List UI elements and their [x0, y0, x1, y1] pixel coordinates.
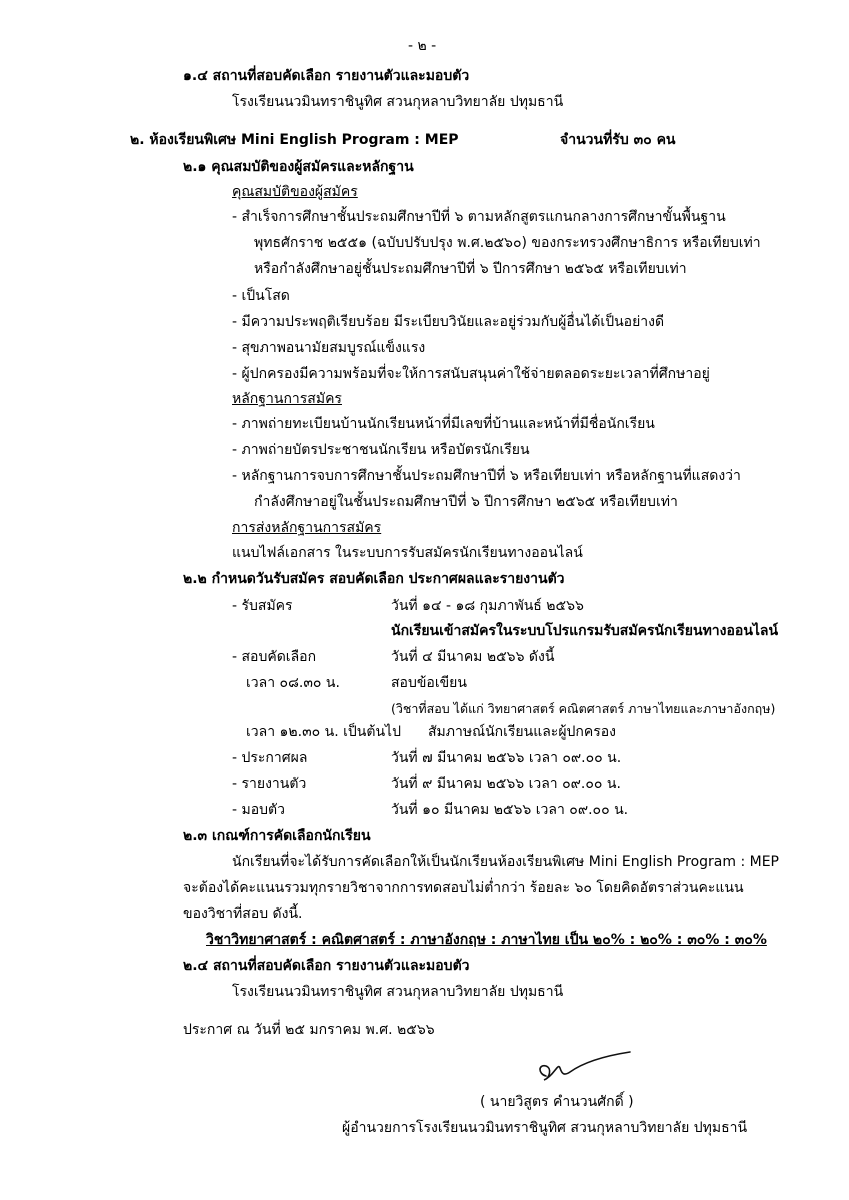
section-1-4-place: โรงเรียนนวมินทราชินูทิศ สวนกุหลาบวิทยาลัย ปทุมธานี [232, 94, 564, 110]
section-2-2-heading: ๒.๒ กำหนดวันรับสมัคร สอบคัดเลือก ประกาศผลและรายงานตัว [183, 571, 565, 587]
exam-subjects: (วิชาที่สอบ ได้แก่ วิทยาศาสตร์ คณิตศาสตร์ ภาษาไทยและภาษาอังกฤษ) [391, 701, 776, 716]
announce-date: วันที่ ๗ มีนาคม ๒๕๖๖ เวลา ๐๙.๐๐ น. [391, 750, 622, 766]
report-date: วันที่ ๙ มีนาคม ๒๕๖๖ เวลา ๐๙.๐๐ น. [391, 776, 621, 792]
exam-time-1: เวลา ๐๘.๓๐ น. [246, 675, 340, 691]
section-2-1-heading: ๒.๑ คุณสมบัติของผู้สมัครและหลักฐาน [183, 159, 414, 175]
evidence-item: - ภาพถ่ายบัตรประชาชนนักเรียน หรือบัตรนักเรียน [232, 442, 530, 458]
criteria-line: ของวิชาที่สอบ ดังนี้. [183, 906, 303, 922]
apply-note: นักเรียนเข้าสมัครในระบบโปรแกรมรับสมัครนักเรียนทางออนไลน์ [391, 623, 779, 639]
submission-title: การส่งหลักฐานการสมัคร [232, 520, 382, 536]
signer-title: ผู้อำนวยการโรงเรียนนวมินทราชินูทิศ สวนกุหลาบวิทยาลัย ปทุมธานี [342, 1120, 748, 1136]
evidence-item: - หลักฐานการจบการศึกษาชั้นประถมศึกษาปีที่ ๖ หรือเทียบเท่า หรือหลักฐานที่แสดงว่า [232, 468, 741, 484]
criteria-line: จะต้องได้คะแนนรวมทุกรายวิชาจากการทดสอบไม่ต่ำกว่า ร้อยละ ๖๐ โดยคิดอัตราส่วนคะแนน [183, 880, 744, 896]
section-2-heading: ๒. ห้องเรียนพิเศษ Mini English Program : MEP [130, 132, 459, 148]
section-2-3-heading: ๒.๓ เกณฑ์การคัดเลือกนักเรียน [183, 828, 371, 844]
qualification-title: คุณสมบัติของผู้สมัคร [232, 184, 358, 200]
interview: สัมภาษณ์นักเรียนและผู้ปกครอง [428, 724, 617, 740]
section-1-4-heading: ๑.๔ สถานที่สอบคัดเลือก รายงานตัวและมอบตัว [183, 68, 470, 84]
signature [532, 1046, 632, 1088]
qualification-item-cont: พุทธศักราช ๒๕๕๑ (ฉบับปรับปรุง พ.ศ.๒๕๖๐) ของกระทรวงศึกษาธิการ หรือเทียบเท่า [254, 235, 761, 251]
qualification-item: - มีความประพฤติเรียบร้อย มีระเบียบวินัยและอยู่ร่วมกับผู้อื่นได้เป็นอย่างดี [232, 314, 665, 330]
written-exam: สอบข้อเขียน [391, 675, 467, 691]
criteria-line: นักเรียนที่จะได้รับการคัดเลือกให้เป็นนักเรียนห้องเรียนพิเศษ Mini English Program : MEP [232, 854, 779, 870]
qualification-item: - สำเร็จการศึกษาชั้นประถมศึกษาปีที่ ๖ ตามหลักสูตรแกนกลางการศึกษาขั้นพื้นฐาน [232, 209, 726, 225]
qualification-item: - ผู้ปกครองมีความพร้อมที่จะให้การสนับสนุนค่าใช้จ่ายตลอดระยะเวลาที่ศึกษาอยู่ [232, 366, 710, 382]
apply-date: วันที่ ๑๔ - ๑๘ กุมภาพันธ์ ๒๕๖๖ [391, 598, 584, 614]
signer-name: ( นายวิสูตร คำนวนศักดิ์ ) [480, 1094, 634, 1110]
report-label: - รายงานตัว [232, 776, 307, 792]
announce-label: - ประกาศผล [232, 750, 308, 766]
submission-text: แนบไฟล์เอกสาร ในระบบการรับสมัครนักเรียนทางออนไลน์ [232, 545, 583, 561]
enroll-date: วันที่ ๑๐ มีนาคม ๒๕๖๖ เวลา ๐๙.๐๐ น. [391, 802, 629, 818]
evidence-title: หลักฐานการสมัคร [232, 391, 342, 407]
evidence-item-cont: กำลังศึกษาอยู่ในชั้นประถมศึกษาปีที่ ๖ ปีการศึกษา ๒๕๖๕ หรือเทียบเท่า [254, 494, 678, 510]
section-2-4-heading: ๒.๔ สถานที่สอบคัดเลือก รายงานตัวและมอบตัว [183, 958, 470, 974]
qualification-item-cont: หรือกำลังศึกษาอยู่ชั้นประถมศึกษาปีที่ ๖ ปีการศึกษา ๒๕๖๕ หรือเทียบเท่า [254, 261, 687, 277]
qualification-item: - เป็นโสด [232, 288, 290, 304]
section-2-quota: จำนวนที่รับ ๓๐ คน [560, 132, 676, 148]
page-number: - ๒ - [408, 38, 437, 54]
section-2-4-place: โรงเรียนนวมินทราชินูทิศ สวนกุหลาบวิทยาลัย ปทุมธานี [232, 984, 564, 1000]
apply-label: - รับสมัคร [232, 598, 293, 614]
qualification-item: - สุขภาพอนามัยสมบูรณ์แข็งแรง [232, 340, 426, 356]
evidence-item: - ภาพถ่ายทะเบียนบ้านนักเรียนหน้าที่มีเลขที่บ้านและหน้าที่มีชื่อนักเรียน [232, 416, 655, 432]
exam-date: วันที่ ๔ มีนาคม ๒๕๖๖ ดังนี้ [391, 649, 555, 665]
announcement-date: ประกาศ ณ วันที่ ๒๕ มกราคม พ.ศ. ๒๕๖๖ [183, 1022, 435, 1038]
score-ratio: วิชาวิทยาศาสตร์ : คณิตศาสตร์ : ภาษาอังกฤษ : ภาษาไทย เป็น ๒๐% : ๒๐% : ๓๐% : ๓๐% [206, 932, 767, 948]
exam-time-2: เวลา ๑๒.๓๐ น. เป็นต้นไป [246, 724, 401, 740]
exam-label: - สอบคัดเลือก [232, 649, 317, 665]
enroll-label: - มอบตัว [232, 802, 285, 818]
